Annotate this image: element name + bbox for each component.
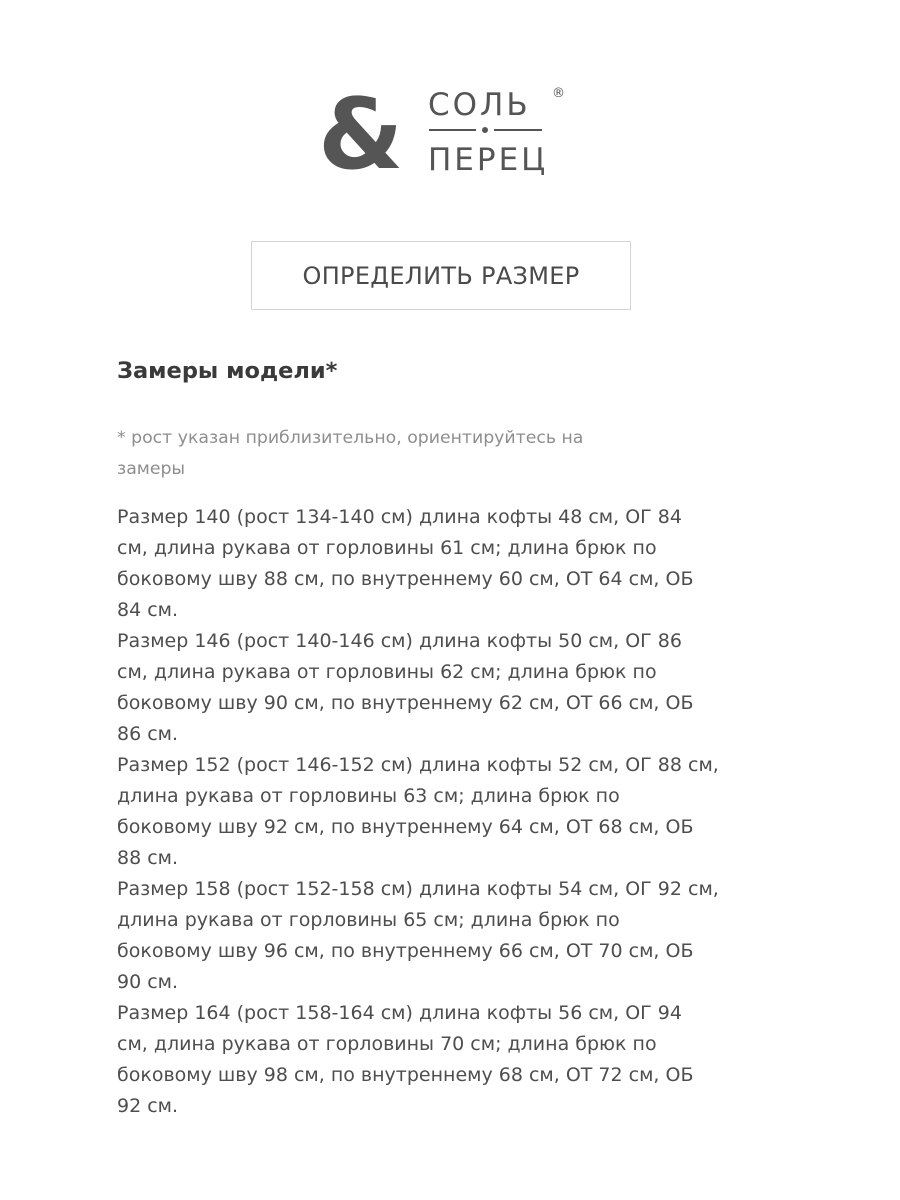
size-entry-164 <box>117 998 797 1122</box>
size-line: длина рукава от горловины 65 см; длина брюк по <box>117 909 620 931</box>
logo-divider-dot <box>482 127 488 133</box>
size-entry-158 <box>117 874 797 998</box>
size-line: Размер 152 (рост 146-152 см) длина кофты 52 см, ОГ 88 см, <box>117 754 719 776</box>
brand-logo <box>318 78 568 192</box>
note-line: замеры <box>117 459 186 479</box>
measurement-note <box>117 423 737 485</box>
size-line: Размер 146 (рост 140-146 см) длина кофты 50 см, ОГ 86 <box>117 630 682 652</box>
size-line: 88 см. <box>117 847 179 869</box>
logo-text-bottom: ПЕРЕЦ <box>428 142 549 178</box>
size-line: Размер 158 (рост 152-158 см) длина кофты 54 см, ОГ 92 см, <box>117 878 719 900</box>
size-line: боковому шву 96 см, по внутреннему 66 см, ОТ 70 см, ОБ <box>117 940 694 962</box>
registered-mark: ® <box>552 86 565 101</box>
size-entry-146 <box>117 626 797 750</box>
size-line: 92 см. <box>117 1095 179 1117</box>
size-line: 90 см. <box>117 971 179 993</box>
size-line: см, длина рукава от горловины 70 см; длина брюк по <box>117 1033 657 1055</box>
size-line: Размер 140 (рост 134-140 см) длина кофты 48 см, ОГ 84 <box>117 506 682 528</box>
size-line: боковому шву 90 см, по внутреннему 62 см, ОТ 66 см, ОБ <box>117 692 694 714</box>
size-line: см, длина рукава от горловины 61 см; длина брюк по <box>117 537 657 559</box>
brand-logo-mark <box>318 78 568 192</box>
section-title: Замеры модели* <box>117 358 338 384</box>
size-line: Размер 164 (рост 158-164 см) длина кофты 56 см, ОГ 94 <box>117 1002 682 1024</box>
size-line: см, длина рукава от горловины 62 см; длина брюк по <box>117 661 657 683</box>
size-entry-140 <box>117 502 797 626</box>
size-line: боковому шву 92 см, по внутреннему 64 см, ОТ 68 см, ОБ <box>117 816 694 838</box>
logo-text-top: СОЛЬ <box>428 87 531 123</box>
size-entry-152 <box>117 750 797 874</box>
size-line: 86 см. <box>117 723 179 745</box>
size-line: боковому шву 88 см, по внутреннему 60 см, ОТ 64 см, ОБ <box>117 568 694 590</box>
size-line: длина рукава от горловины 63 см; длина брюк по <box>117 785 620 807</box>
determine-size-button[interactable]: ОПРЕДЕЛИТЬ РАЗМЕР <box>251 241 631 310</box>
ampersand-symbol: & <box>318 78 404 192</box>
size-list <box>117 502 797 1122</box>
size-line: боковому шву 98 см, по внутреннему 68 см, ОТ 72 см, ОБ <box>117 1064 694 1086</box>
size-line: 84 см. <box>117 599 179 621</box>
note-line: * рост указан приблизительно, ориентируйтесь на <box>117 428 584 448</box>
